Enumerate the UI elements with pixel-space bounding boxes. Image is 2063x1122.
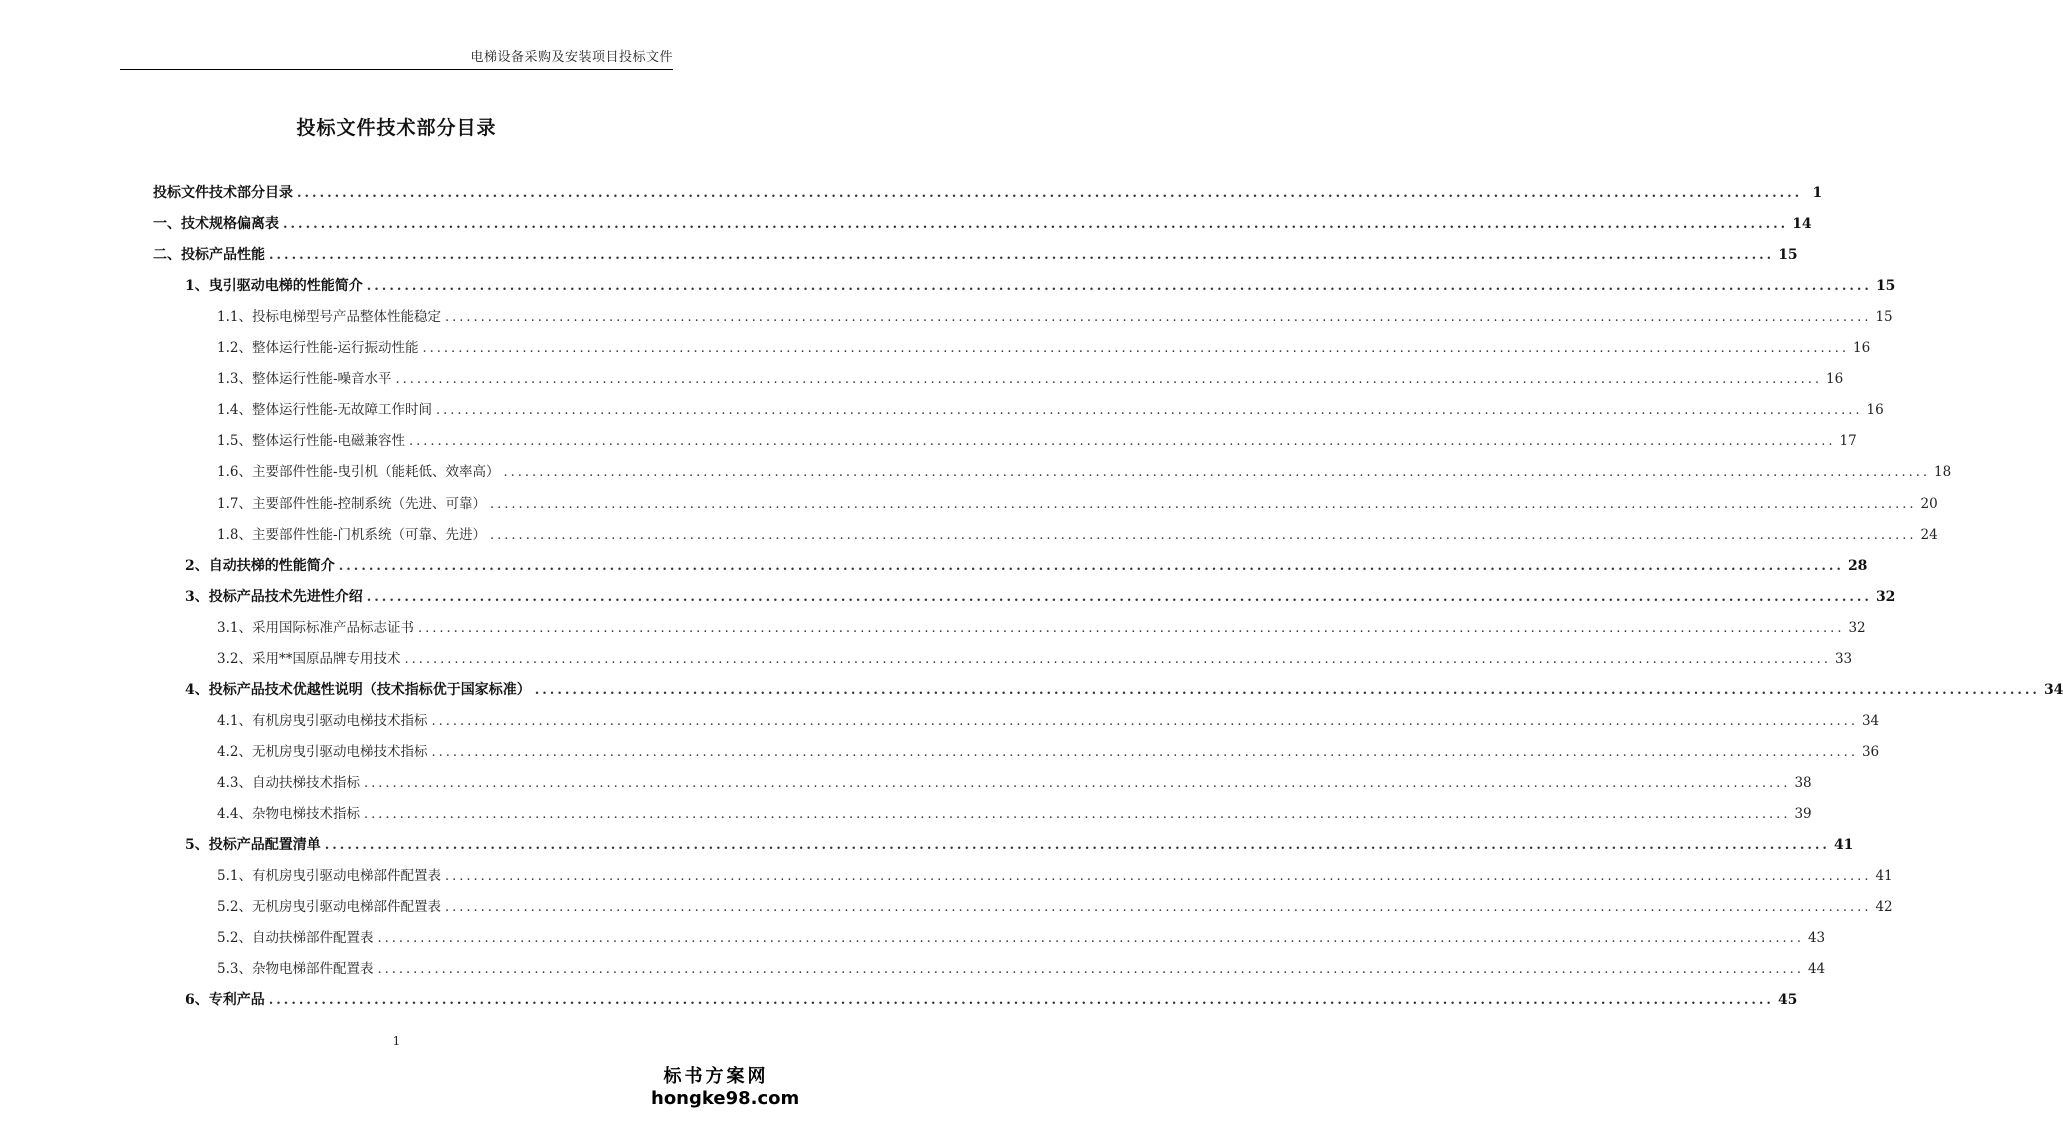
toc-entry-page: 15 [1875, 278, 1896, 295]
toc-entry[interactable] [217, 771, 1812, 795]
toc-entry-page: 41 [1833, 837, 1854, 854]
toc-entry-title: 1.1、投标电梯型号产品整体性能稳定 [217, 309, 441, 326]
toc-entry-page: 39 [1794, 806, 1812, 822]
toc-entry[interactable] [153, 243, 1798, 267]
toc-entry-title: 5.1、有机房曳引驱动电梯部件配置表 [217, 868, 441, 885]
toc-entry-title: 1.6、主要部件性能-曳引机（能耗低、效率高） [217, 464, 500, 481]
toc-entry[interactable] [185, 833, 1854, 857]
toc-entry-title: 5、投标产品配置清单 [185, 837, 321, 854]
toc-dot-leader: ........................................................................................................................................................................................................ [283, 217, 1789, 233]
toc-entry[interactable] [217, 460, 1952, 484]
toc-entry-title: 1.8、主要部件性能-门机系统（可靠、先进） [217, 526, 487, 543]
toc-dot-leader: ........................................................................................................................................................................................................ [503, 465, 1930, 481]
toc-dot-leader: ........................................................................................................................................................................................................ [444, 869, 1872, 885]
toc-entry-title: 4.3、自动扶梯技术指标 [217, 774, 360, 791]
toc-dot-leader: ........................................................................................................................................................................................................ [338, 558, 1844, 574]
toc-entry-title: 4.4、杂物电梯技术指标 [217, 806, 360, 822]
toc-entry-page: 15 [1875, 309, 1893, 326]
toc-entry-title: 二、投标产品性能 [153, 247, 265, 264]
toc-entry[interactable] [185, 678, 2063, 702]
toc-entry[interactable] [217, 336, 1871, 360]
toc-entry-title: 1.3、整体运行性能-噪音水平 [217, 371, 392, 388]
toc-dot-leader: ........................................................................................................................................................................................................ [422, 341, 1849, 357]
toc-entry-title: 3.1、采用国际标准产品标志证书 [217, 619, 414, 636]
toc-dot-leader: ........................................................................................................................................................................................................ [490, 527, 1917, 543]
toc-entry-page: 32 [1848, 619, 1866, 636]
toc-entry-page: 16 [1866, 402, 1884, 419]
toc-dot-leader: ........................................................................................................................................................................................................ [431, 744, 1858, 760]
toc-entry-title: 1.4、整体运行性能-无故障工作时间 [217, 402, 433, 419]
toc-entry[interactable] [185, 274, 1896, 298]
toc-entry-page: 42 [1875, 899, 1893, 916]
toc-dot-leader: ........................................................................................................................................................................................................ [297, 186, 1803, 201]
toc-entry-title: 1.2、整体运行性能-运行振动性能 [217, 340, 419, 357]
toc-dot-leader: ........................................................................................................................................................................................................ [417, 620, 1845, 636]
toc-entry-title: 1.7、主要部件性能-控制系统（先进、可靠） [217, 495, 487, 512]
toc-entry-title: 3.2、采用**国原品牌专用技术 [217, 650, 401, 667]
toc-entry[interactable] [217, 429, 1857, 453]
toc-entry[interactable] [217, 647, 1853, 671]
toc-entry[interactable] [217, 523, 1938, 547]
watermark-logo [651, 1066, 800, 1110]
toc-entry[interactable] [153, 181, 1823, 205]
toc-entry-page: 15 [1778, 247, 1798, 264]
toc-entry-page: 18 [1934, 464, 1952, 481]
toc-dot-leader: ........................................................................................................................................................................................................ [444, 900, 1872, 916]
toc-entry-page: 20 [1920, 495, 1938, 512]
toc-entry-title: 4.2、无机房曳引驱动电梯技术指标 [217, 743, 428, 760]
toc-entry-page: 17 [1839, 433, 1857, 450]
toc-entry-title: 4、投标产品技术优越性说明（技术指标优于国家标准） [185, 681, 531, 698]
toc-entry[interactable] [185, 988, 1798, 1012]
toc-dot-leader: ........................................................................................................................................................................................................ [363, 775, 1791, 791]
toc-dot-leader: ........................................................................................................................................................................................................ [363, 807, 1791, 822]
toc-entry-page: 14 [1792, 216, 1812, 233]
watermark-site-name: 标书方案网 [663, 1066, 769, 1087]
document-title: 投标文件技术部分目录 [296, 117, 497, 139]
toc-entry-page: 24 [1920, 526, 1938, 543]
toc-entry[interactable] [217, 895, 1893, 919]
toc-dot-leader: ........................................................................................................................................................................................................ [324, 838, 1830, 854]
toc-entry-page: 16 [1826, 371, 1844, 388]
toc-entry[interactable] [217, 957, 1826, 981]
toc-entry[interactable] [217, 709, 1880, 733]
toc-entry-page: 16 [1853, 340, 1871, 357]
toc-entry[interactable] [217, 492, 1938, 516]
toc-dot-leader: ........................................................................................................................................................................................................ [436, 403, 1863, 419]
toc-entry-page: 36 [1861, 743, 1880, 760]
toc-dot-leader: ........................................................................................................................................................................................................ [395, 372, 1822, 388]
header-title: 电梯设备采购及安装项目投标文件 [470, 50, 673, 65]
toc-entry-title: 5.3、杂物电梯部件配置表 [217, 961, 374, 978]
toc-dot-leader: ........................................................................................................................................................................................................ [268, 993, 1774, 1009]
toc-entry-title: 6、专利产品 [185, 992, 265, 1009]
toc-dot-leader: ........................................................................................................................................................................................................ [366, 279, 1872, 295]
toc-entry-page: 34 [2043, 681, 2063, 698]
toc-dot-leader: ........................................................................................................................................................................................................ [269, 248, 1775, 264]
toc-dot-leader: ........................................................................................................................................................................................................ [366, 589, 1872, 605]
toc-entry-title: 2、自动扶梯的性能简介 [185, 557, 335, 574]
toc-entry-page: 45 [1777, 992, 1798, 1009]
toc-entry-title: 5.2、自动扶梯部件配置表 [217, 930, 374, 947]
toc-entry-page: 28 [1847, 557, 1868, 574]
toc-entry-title: 4.1、有机房曳引驱动电梯技术指标 [217, 712, 428, 729]
toc-entry-page: 32 [1875, 588, 1896, 605]
watermark-url: hongke98.com [651, 1088, 800, 1109]
toc-entry-page: 43 [1807, 930, 1826, 947]
toc-entry[interactable] [185, 554, 1868, 578]
toc-dot-leader: ........................................................................................................................................................................................................ [377, 962, 1804, 978]
toc-entry-page: 34 [1861, 712, 1880, 729]
toc-entry-title: 5.2、无机房曳引驱动电梯部件配置表 [217, 899, 441, 916]
toc-dot-leader: ........................................................................................................................................................................................................ [534, 682, 2040, 698]
toc-entry-title: 1、曳引驱动电梯的性能简介 [185, 278, 363, 295]
toc-entry[interactable] [217, 740, 1880, 764]
toc-entry[interactable] [153, 212, 1812, 236]
toc-dot-leader: ........................................................................................................................................................................................................ [404, 651, 1831, 667]
toc-dot-leader: ........................................................................................................................................................................................................ [377, 931, 1804, 947]
toc-entry-page: 44 [1807, 961, 1826, 978]
toc-entry[interactable] [185, 585, 1896, 609]
toc-dot-leader: ........................................................................................................................................................................................................ [409, 434, 1836, 450]
toc-entry-title: 3、投标产品技术先进性介绍 [185, 588, 363, 605]
toc-entry[interactable] [217, 305, 1893, 329]
toc-entry-page: 38 [1794, 774, 1812, 791]
page-number: 1 [392, 1034, 401, 1048]
toc-entry-title: 一、技术规格偏离表 [153, 216, 279, 233]
toc-entry[interactable] [217, 616, 1866, 640]
toc-entry[interactable] [217, 398, 1884, 422]
toc-entry-title: 1.5、整体运行性能-电磁兼容性 [217, 433, 406, 450]
toc-entry[interactable] [217, 367, 1844, 391]
toc-entry-page: 1 [1812, 185, 1823, 201]
toc-entry-page: 41 [1875, 868, 1893, 885]
toc-dot-leader: ........................................................................................................................................................................................................ [490, 496, 1917, 512]
toc-dot-leader: ........................................................................................................................................................................................................ [431, 713, 1858, 729]
toc-entry[interactable] [217, 802, 1812, 826]
toc-entry[interactable] [217, 864, 1893, 888]
toc-entry[interactable] [217, 926, 1826, 950]
toc-entry-page: 33 [1834, 650, 1853, 667]
toc-entry-title: 投标文件技术部分目录 [153, 185, 293, 201]
header-divider [120, 69, 673, 70]
toc-dot-leader: ........................................................................................................................................................................................................ [444, 310, 1872, 326]
